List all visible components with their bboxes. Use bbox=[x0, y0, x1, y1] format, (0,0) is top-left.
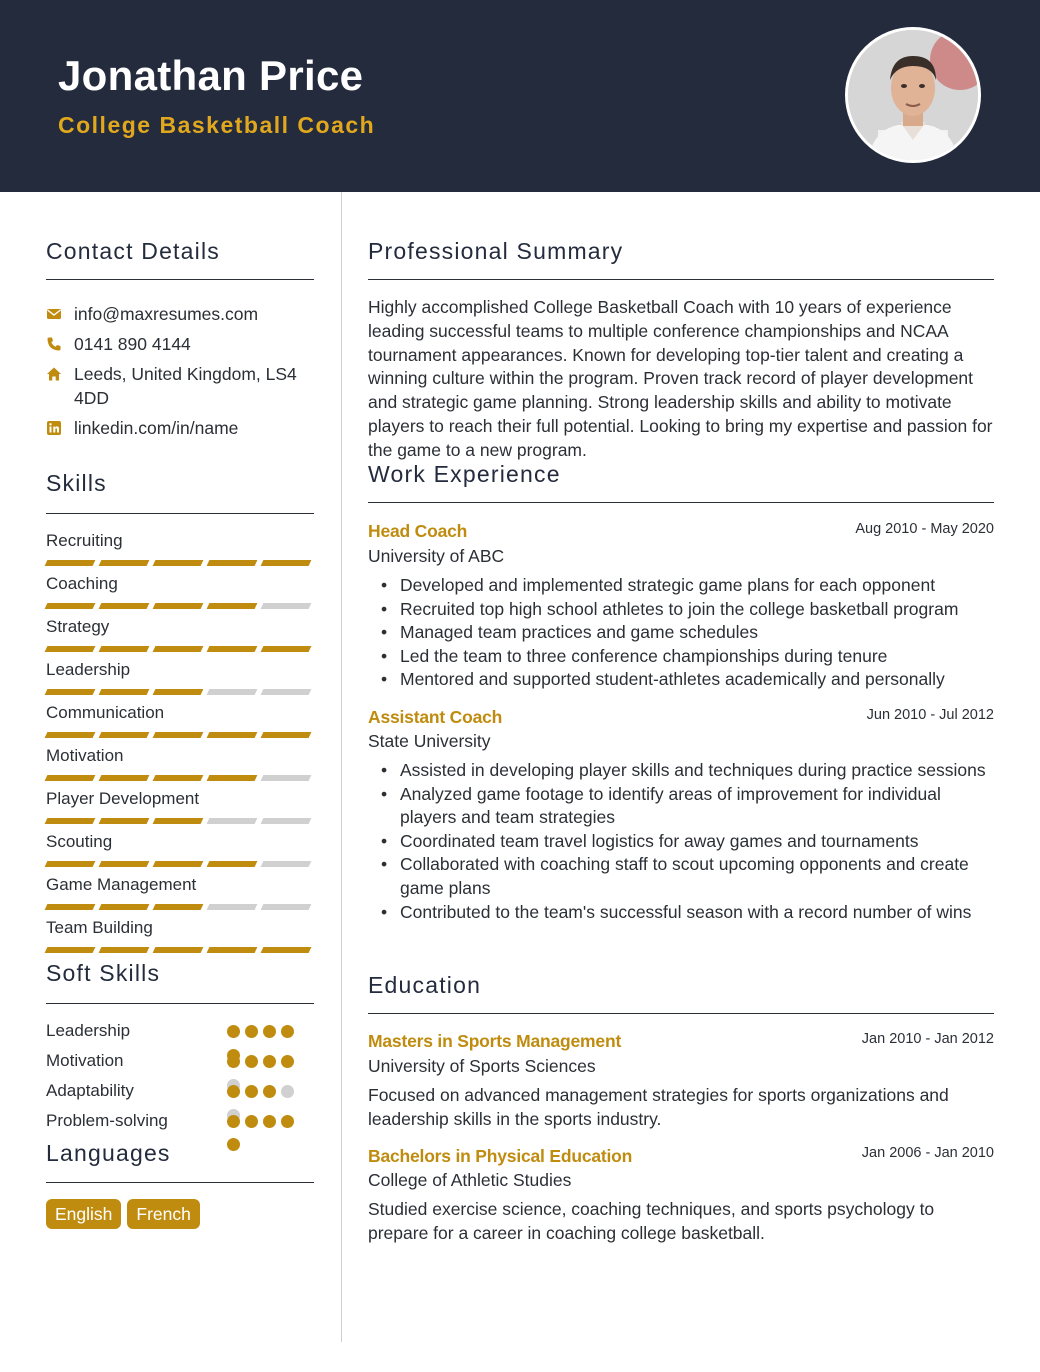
skill-label: Strategy bbox=[46, 617, 110, 636]
rating-dot bbox=[245, 1115, 258, 1128]
skill-level-segment bbox=[207, 775, 258, 781]
contact-email[interactable] bbox=[46, 304, 302, 326]
skill-level-segment bbox=[99, 775, 150, 781]
job-organization: State University bbox=[368, 731, 491, 751]
skill-label: Motivation bbox=[46, 746, 124, 765]
skill-level-segment bbox=[153, 603, 204, 609]
home-icon bbox=[46, 366, 62, 382]
skill-level-segment bbox=[99, 947, 150, 953]
skill-level-segment bbox=[153, 689, 204, 695]
summary-section-title: Professional Summary bbox=[368, 238, 624, 264]
soft-skill-item: Problem-solving bbox=[46, 1111, 168, 1130]
job-bullet: • Developed and implemented strategic game plans for each opponent bbox=[368, 574, 994, 598]
skill-level-segment bbox=[261, 689, 312, 695]
degree-dates: Jan 2010 - Jan 2012 bbox=[861, 1031, 994, 1047]
skill-level-segment bbox=[261, 818, 312, 824]
contact-phone-text: 0141 890 4144 bbox=[74, 334, 191, 354]
skill-level-bar bbox=[46, 560, 314, 566]
skill-level-segment bbox=[99, 732, 150, 738]
skill-label: Communication bbox=[46, 703, 165, 722]
skill-level-bar bbox=[46, 689, 314, 695]
skill-level-segment bbox=[153, 818, 204, 824]
skill-level-bar bbox=[46, 775, 314, 781]
skill-row bbox=[46, 616, 314, 652]
work-section-title: Work Experience bbox=[368, 461, 561, 487]
skill-level-segment bbox=[153, 775, 204, 781]
education-section-title: Education bbox=[368, 972, 482, 998]
rating-dot bbox=[227, 1138, 240, 1151]
skill-level-segment bbox=[99, 904, 150, 910]
skill-level-bar bbox=[46, 861, 314, 867]
skill-row bbox=[46, 788, 314, 824]
skill-level-bar bbox=[46, 646, 314, 652]
skill-label: Coaching bbox=[46, 574, 118, 593]
skill-level-segment bbox=[45, 904, 96, 910]
soft-skills-rule bbox=[46, 1003, 314, 1004]
contact-address bbox=[46, 364, 302, 410]
rating-dot bbox=[263, 1085, 276, 1098]
skill-level-segment bbox=[207, 904, 258, 910]
job-title: Assistant Coach bbox=[368, 707, 503, 727]
rating-dot bbox=[245, 1085, 258, 1098]
rating-dot bbox=[227, 1085, 240, 1098]
job-bullet: • Collaborated with coaching staff to scout upcoming opponents and create game plans bbox=[368, 853, 994, 900]
skill-label: Team Building bbox=[46, 918, 153, 937]
job-bullet: • Analyzed game footage to identify areas of improvement for individual players and team strategies bbox=[368, 783, 994, 830]
skill-level-segment bbox=[207, 732, 258, 738]
skill-level-segment bbox=[45, 732, 96, 738]
skill-row bbox=[46, 530, 314, 566]
languages-section-title: Languages bbox=[46, 1140, 171, 1166]
skill-level-segment bbox=[207, 947, 258, 953]
rating-dot bbox=[245, 1055, 258, 1068]
linkedin-icon bbox=[46, 420, 62, 436]
rating-dot bbox=[245, 1025, 258, 1038]
job-bullet: • Managed team practices and game schedules bbox=[368, 621, 994, 645]
work-rule bbox=[368, 502, 994, 503]
degree-title: Bachelors in Physical Education bbox=[368, 1146, 633, 1166]
skill-level-segment bbox=[207, 818, 258, 824]
rating-dot bbox=[281, 1025, 294, 1038]
skill-level-segment bbox=[261, 603, 312, 609]
skill-level-segment bbox=[261, 861, 312, 867]
job-bullet: • Mentored and supported student-athletes academically and personally bbox=[368, 668, 994, 692]
rating-dot bbox=[281, 1055, 294, 1068]
job-organization: University of ABC bbox=[368, 546, 505, 566]
rating-dot bbox=[263, 1115, 276, 1128]
contact-section-title: Contact Details bbox=[46, 238, 220, 264]
contact-linkedin[interactable] bbox=[46, 418, 302, 440]
skill-level-segment bbox=[261, 947, 312, 953]
skill-row bbox=[46, 831, 314, 867]
skill-level-segment bbox=[45, 947, 96, 953]
contact-linkedin-text: linkedin.com/in/name bbox=[74, 418, 239, 438]
skill-level-segment bbox=[45, 861, 96, 867]
contact-rule bbox=[46, 279, 314, 280]
languages-rule bbox=[46, 1182, 314, 1183]
soft-skill-item: Motivation bbox=[46, 1051, 124, 1070]
skill-level-segment bbox=[261, 904, 312, 910]
envelope-icon bbox=[46, 306, 62, 322]
skill-level-segment bbox=[207, 861, 258, 867]
skill-level-segment bbox=[45, 560, 96, 566]
job-bullet: • Contributed to the team's successful season with a record number of wins bbox=[368, 901, 994, 925]
school-name: College of Athletic Studies bbox=[368, 1170, 572, 1190]
degree-title: Masters in Sports Management bbox=[368, 1031, 622, 1051]
skill-level-segment bbox=[99, 646, 150, 652]
skill-level-segment bbox=[261, 560, 312, 566]
contact-phone[interactable] bbox=[46, 334, 302, 356]
skill-level-segment bbox=[45, 603, 96, 609]
skill-row bbox=[46, 659, 314, 695]
skill-level-segment bbox=[99, 689, 150, 695]
skill-level-segment bbox=[153, 861, 204, 867]
education-rule bbox=[368, 1013, 994, 1014]
skill-level-segment bbox=[45, 646, 96, 652]
job-bullet: • Recruited top high school athletes to join the college basketball program bbox=[368, 598, 994, 622]
skill-level-segment bbox=[153, 947, 204, 953]
skill-level-segment bbox=[153, 646, 204, 652]
candidate-role: College Basketball Coach bbox=[58, 112, 376, 138]
languages-list bbox=[46, 1199, 200, 1229]
rating-dot bbox=[227, 1025, 240, 1038]
degree-dates: Jan 2006 - Jan 2010 bbox=[861, 1145, 994, 1161]
skill-level-segment bbox=[45, 775, 96, 781]
rating-dot bbox=[281, 1115, 294, 1128]
job-bullet: • Coordinated team travel logistics for away games and tournaments bbox=[368, 830, 994, 854]
job-dates: Jun 2010 - Jul 2012 bbox=[866, 707, 994, 723]
soft-skill-item: Adaptability bbox=[46, 1081, 134, 1100]
skill-row bbox=[46, 917, 314, 953]
rating-dot bbox=[263, 1055, 276, 1068]
skill-level-segment bbox=[153, 560, 204, 566]
skill-label: Scouting bbox=[46, 832, 113, 851]
contact-email-text: info@maxresumes.com bbox=[74, 304, 259, 324]
skill-level-bar bbox=[46, 947, 314, 953]
skill-row bbox=[46, 702, 314, 738]
column-divider bbox=[341, 192, 342, 1342]
skill-level-segment bbox=[99, 861, 150, 867]
skill-row bbox=[46, 745, 314, 781]
skill-row bbox=[46, 874, 314, 910]
profile-photo-image bbox=[848, 30, 978, 160]
skill-level-segment bbox=[45, 689, 96, 695]
rating-dot bbox=[281, 1085, 294, 1098]
candidate-name: Jonathan Price bbox=[58, 52, 364, 99]
skill-level-segment bbox=[99, 560, 150, 566]
degree-description: Studied exercise science, coaching techniques, and sports psychology to prepare for a career in coaching college basketball. bbox=[368, 1199, 935, 1243]
skill-level-segment bbox=[207, 560, 258, 566]
language-badge: French bbox=[127, 1199, 199, 1229]
skill-level-segment bbox=[207, 603, 258, 609]
language-badge: English bbox=[46, 1199, 121, 1229]
soft-skill-item: Leadership bbox=[46, 1021, 131, 1040]
job-bullets bbox=[368, 574, 994, 692]
skill-level-bar bbox=[46, 904, 314, 910]
profile-photo bbox=[845, 27, 981, 163]
skill-label: Recruiting bbox=[46, 531, 123, 550]
summary-text: Highly accomplished College Basketball Coach with 10 years of experience leading successful teams to multiple conference championships and NCAA tournament appearances. Known for developing top-tier talent and creating a winning culture within the program. Proven track record of player development and strategic game planning. Strong leadership skills and ability to motivate players to reach their full potential. Looking to bring my expertise and passion for the game to a new program. bbox=[368, 297, 993, 460]
job-bullets bbox=[368, 759, 994, 924]
job-title: Head Coach bbox=[368, 521, 468, 541]
skill-level-segment bbox=[207, 646, 258, 652]
phone-icon bbox=[46, 336, 62, 352]
resume-header bbox=[0, 0, 1040, 192]
skill-level-segment bbox=[261, 732, 312, 738]
rating-dot bbox=[227, 1115, 240, 1128]
rating-dot bbox=[227, 1055, 240, 1068]
skills-rule bbox=[46, 513, 314, 514]
skill-level-bar bbox=[46, 818, 314, 824]
skill-level-segment bbox=[261, 646, 312, 652]
contact-address-text: Leeds, United Kingdom, LS4 4DD bbox=[74, 364, 297, 408]
skill-level-segment bbox=[99, 818, 150, 824]
job-bullet: • Led the team to three conference championships during tenure bbox=[368, 645, 994, 669]
skill-level-segment bbox=[153, 904, 204, 910]
skill-label: Leadership bbox=[46, 660, 131, 679]
degree-description: Focused on advanced management strategies for sports organizations and leadership skills in the sports industry. bbox=[368, 1085, 949, 1129]
summary-rule bbox=[368, 279, 994, 280]
skill-row bbox=[46, 573, 314, 609]
skill-level-segment bbox=[153, 732, 204, 738]
skill-level-bar bbox=[46, 732, 314, 738]
school-name: University of Sports Sciences bbox=[368, 1056, 596, 1076]
skill-level-segment bbox=[45, 818, 96, 824]
soft-skills-section-title: Soft Skills bbox=[46, 960, 161, 986]
rating-dot bbox=[263, 1025, 276, 1038]
skill-label: Player Development bbox=[46, 789, 200, 808]
skill-level-bar bbox=[46, 603, 314, 609]
skill-level-segment bbox=[261, 775, 312, 781]
skill-label: Game Management bbox=[46, 875, 197, 894]
job-bullet: • Assisted in developing player skills and techniques during practice sessions bbox=[368, 759, 994, 783]
skills-section-title: Skills bbox=[46, 470, 107, 496]
job-dates: Aug 2010 - May 2020 bbox=[855, 521, 994, 537]
skill-level-segment bbox=[207, 689, 258, 695]
skill-level-segment bbox=[99, 603, 150, 609]
